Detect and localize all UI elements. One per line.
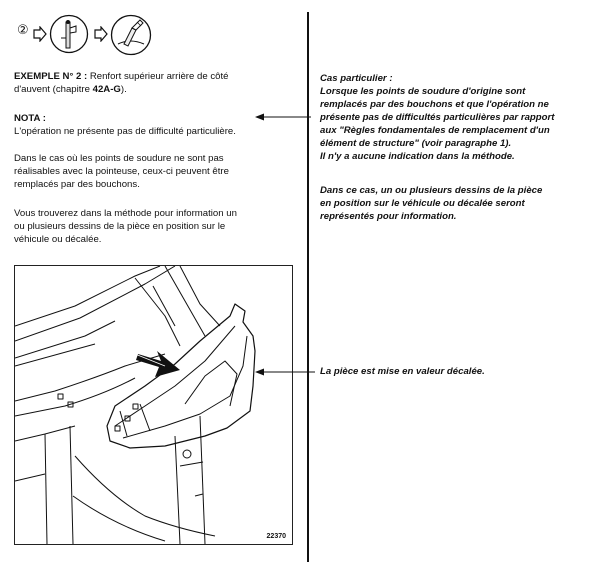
- leader-arrow: [255, 112, 311, 122]
- weld-point-icon: [49, 14, 89, 54]
- special-case-line: remplacés par des bouchons et que l'opération ne: [320, 99, 549, 110]
- body-panel-illustration: [15, 266, 292, 544]
- special-case-line: présente pas de difficultés particulières par rapport: [320, 112, 555, 123]
- special-case-line: Lorsque les points de soudure d'origine sont: [320, 86, 526, 97]
- paragraph-line: Vous trouverez dans la méthode pour information un: [14, 208, 237, 219]
- paragraph-line: véhicule ou décalée.: [14, 234, 102, 245]
- nota-title: NOTA :: [14, 113, 46, 124]
- nota-block: [14, 112, 294, 138]
- nota-text: L'opération ne présente pas de difficulté particulière.: [14, 126, 236, 137]
- arrow-right-icon: [94, 26, 108, 42]
- piece-note: La pièce est mise en valeur décalée.: [320, 366, 485, 377]
- special-case-line: aux "Règles fondamentales de remplacement d'un: [320, 125, 550, 136]
- arrow-right-icon: [33, 26, 47, 42]
- example-label: EXEMPLE N° 2 :: [14, 71, 88, 82]
- paragraph-line: remplacés par des bouchons.: [14, 179, 140, 190]
- drawing-info-line: en position sur le véhicule ou décalée seront: [320, 198, 525, 209]
- figure-reference: 22370: [266, 533, 286, 540]
- special-case-title: Cas particulier :: [320, 73, 393, 84]
- drawing-info-block: [320, 184, 595, 223]
- example-text-2b: ).: [120, 84, 127, 95]
- special-case-line: Il n'y a aucune indication dans la méthode.: [320, 151, 515, 162]
- example-text-1: Renfort supérieur arrière de côté: [89, 71, 229, 82]
- technical-drawing: [14, 265, 293, 545]
- special-case-block: [320, 72, 595, 163]
- drawing-info-line: Dans ce cas, un ou plusieurs dessins de la pièce: [320, 185, 543, 196]
- special-case-line: élément de structure" (voir paragraphe 1).: [320, 138, 512, 149]
- paragraph-bouchons: [14, 152, 299, 191]
- paragraph-line: Dans le cas où les points de soudure ne sont pas: [14, 153, 224, 164]
- column-divider: [307, 12, 309, 562]
- example-block: [14, 70, 294, 96]
- drawing-info-line: représentés pour information.: [320, 211, 457, 222]
- icon-row: [14, 14, 164, 54]
- paragraph-line: réalisables avec la pointeuse, ceux-ci peuvent être: [14, 166, 229, 177]
- paragraph-line: ou plusieurs dessins de la pièce en position sur le: [14, 221, 226, 232]
- step-number: ②: [17, 23, 29, 38]
- leader-arrow: [255, 367, 315, 377]
- chapter-ref: 42A-G: [92, 84, 121, 95]
- paragraph-dessins: [14, 207, 299, 246]
- example-text-2a: d'auvent (chapitre: [14, 84, 90, 95]
- cutting-tool-icon: [110, 14, 152, 56]
